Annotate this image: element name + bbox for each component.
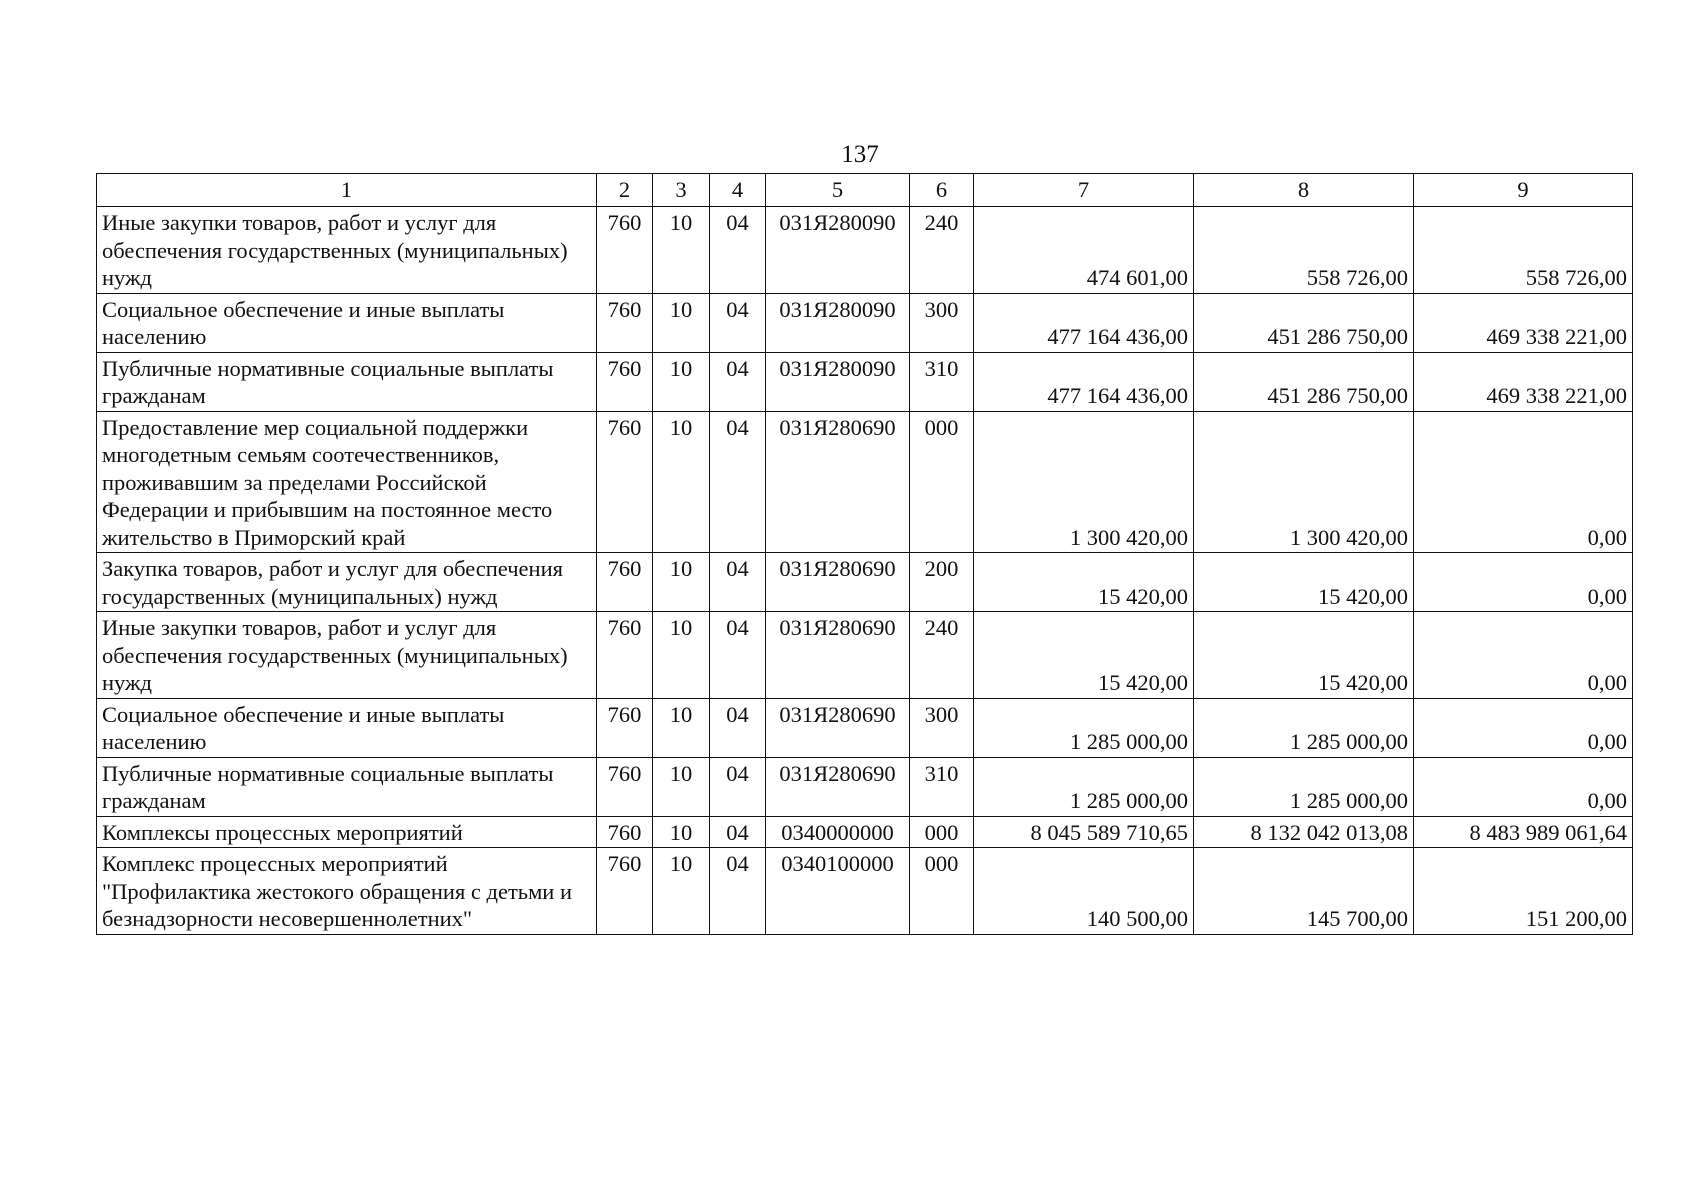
row-amount-col8: 1 285 000,00: [1194, 757, 1414, 816]
table-row: [97, 553, 1633, 612]
col-header-9: 9: [1414, 174, 1633, 207]
row-target-code: 0340100000: [766, 848, 910, 935]
row-subsection-code: 04: [710, 352, 766, 411]
row-ministry-code: 760: [597, 553, 653, 612]
row-target-code: 031Я280690: [766, 553, 910, 612]
row-amount-col9: 8 483 989 061,64: [1414, 816, 1633, 848]
row-subsection-code: 04: [710, 816, 766, 848]
row-expense-type: 310: [910, 352, 974, 411]
col-header-2: 2: [597, 174, 653, 207]
row-subsection-code: 04: [710, 293, 766, 352]
row-target-code: 031Я280690: [766, 698, 910, 757]
table-row: [97, 698, 1633, 757]
row-amount-col9: 151 200,00: [1414, 848, 1633, 935]
row-target-code: 031Я280690: [766, 411, 910, 553]
table-row: [97, 352, 1633, 411]
row-amount-col8: 451 286 750,00: [1194, 352, 1414, 411]
row-section-code: 10: [653, 352, 710, 411]
row-name: Предоставление мер социальной поддержки многодетным семьям соотечественников, проживавшим за пределами Российской Федерации и прибывшим на постоянное место жительство в Приморский край: [97, 411, 597, 553]
row-ministry-code: 760: [597, 698, 653, 757]
table-row: [97, 816, 1633, 848]
row-name: Социальное обеспечение и иные выплаты населению: [97, 698, 597, 757]
row-section-code: 10: [653, 612, 710, 699]
row-section-code: 10: [653, 848, 710, 935]
row-target-code: 031Я280690: [766, 612, 910, 699]
row-amount-col8: 451 286 750,00: [1194, 293, 1414, 352]
row-amount-col9: 0,00: [1414, 553, 1633, 612]
row-expense-type: 000: [910, 411, 974, 553]
row-amount-col9: 469 338 221,00: [1414, 293, 1633, 352]
row-amount-col8: 558 726,00: [1194, 207, 1414, 294]
row-section-code: 10: [653, 698, 710, 757]
row-name: Комплекс процессных мероприятий "Профилактика жестокого обращения с детьми и безнадзорности несовершеннолетних": [97, 848, 597, 935]
table-row: [97, 293, 1633, 352]
row-amount-col8: 1 300 420,00: [1194, 411, 1414, 553]
table-row: [97, 207, 1633, 294]
row-subsection-code: 04: [710, 553, 766, 612]
col-header-8: 8: [1194, 174, 1414, 207]
row-ministry-code: 760: [597, 207, 653, 294]
row-amount-col8: 145 700,00: [1194, 848, 1414, 935]
row-amount-col7: 15 420,00: [974, 553, 1194, 612]
row-expense-type: 000: [910, 816, 974, 848]
row-amount-col7: 1 300 420,00: [974, 411, 1194, 553]
col-header-3: 3: [653, 174, 710, 207]
row-ministry-code: 760: [597, 293, 653, 352]
row-amount-col9: 469 338 221,00: [1414, 352, 1633, 411]
row-subsection-code: 04: [710, 757, 766, 816]
row-amount-col8: 1 285 000,00: [1194, 698, 1414, 757]
row-section-code: 10: [653, 553, 710, 612]
row-amount-col7: 477 164 436,00: [974, 352, 1194, 411]
row-expense-type: 240: [910, 207, 974, 294]
row-expense-type: 000: [910, 848, 974, 935]
col-header-5: 5: [766, 174, 910, 207]
row-amount-col9: 0,00: [1414, 411, 1633, 553]
header-row: [97, 174, 1633, 207]
row-amount-col9: 0,00: [1414, 698, 1633, 757]
row-subsection-code: 04: [710, 207, 766, 294]
row-ministry-code: 760: [597, 757, 653, 816]
row-ministry-code: 760: [597, 411, 653, 553]
row-target-code: 031Я280090: [766, 352, 910, 411]
row-expense-type: 300: [910, 698, 974, 757]
row-section-code: 10: [653, 293, 710, 352]
table-row: [97, 757, 1633, 816]
row-name: Иные закупки товаров, работ и услуг для обеспечения государственных (муниципальных) нужд: [97, 612, 597, 699]
row-name: Публичные нормативные социальные выплаты гражданам: [97, 352, 597, 411]
row-amount-col9: 0,00: [1414, 612, 1633, 699]
col-header-4: 4: [710, 174, 766, 207]
row-amount-col7: 1 285 000,00: [974, 757, 1194, 816]
row-ministry-code: 760: [597, 352, 653, 411]
row-target-code: 0340000000: [766, 816, 910, 848]
row-subsection-code: 04: [710, 411, 766, 553]
col-header-6: 6: [910, 174, 974, 207]
row-name: Социальное обеспечение и иные выплаты населению: [97, 293, 597, 352]
row-name: Иные закупки товаров, работ и услуг для обеспечения государственных (муниципальных) нужд: [97, 207, 597, 294]
row-amount-col7: 8 045 589 710,65: [974, 816, 1194, 848]
row-amount-col8: 15 420,00: [1194, 612, 1414, 699]
row-amount-col9: 558 726,00: [1414, 207, 1633, 294]
table-row: [97, 411, 1633, 553]
row-expense-type: 300: [910, 293, 974, 352]
row-target-code: 031Я280690: [766, 757, 910, 816]
row-ministry-code: 760: [597, 816, 653, 848]
row-subsection-code: 04: [710, 698, 766, 757]
row-amount-col7: 474 601,00: [974, 207, 1194, 294]
row-target-code: 031Я280090: [766, 293, 910, 352]
row-subsection-code: 04: [710, 848, 766, 935]
col-header-1: 1: [97, 174, 597, 207]
row-target-code: 031Я280090: [766, 207, 910, 294]
row-amount-col7: 477 164 436,00: [974, 293, 1194, 352]
row-expense-type: 310: [910, 757, 974, 816]
row-ministry-code: 760: [597, 848, 653, 935]
row-amount-col7: 15 420,00: [974, 612, 1194, 699]
table-row: [97, 848, 1633, 935]
row-expense-type: 200: [910, 553, 974, 612]
page-number: 137: [841, 141, 879, 168]
row-name: Комплексы процессных мероприятий: [97, 816, 597, 848]
row-ministry-code: 760: [597, 612, 653, 699]
row-name: Закупка товаров, работ и услуг для обеспечения государственных (муниципальных) нужд: [97, 553, 597, 612]
row-expense-type: 240: [910, 612, 974, 699]
row-name: Публичные нормативные социальные выплаты гражданам: [97, 757, 597, 816]
row-amount-col7: 140 500,00: [974, 848, 1194, 935]
row-amount-col7: 1 285 000,00: [974, 698, 1194, 757]
row-section-code: 10: [653, 816, 710, 848]
row-amount-col9: 0,00: [1414, 757, 1633, 816]
row-section-code: 10: [653, 207, 710, 294]
row-section-code: 10: [653, 757, 710, 816]
row-amount-col8: 8 132 042 013,08: [1194, 816, 1414, 848]
table-row: [97, 612, 1633, 699]
row-amount-col8: 15 420,00: [1194, 553, 1414, 612]
col-header-7: 7: [974, 174, 1194, 207]
row-section-code: 10: [653, 411, 710, 553]
budget-table: [96, 173, 1633, 935]
row-subsection-code: 04: [710, 612, 766, 699]
